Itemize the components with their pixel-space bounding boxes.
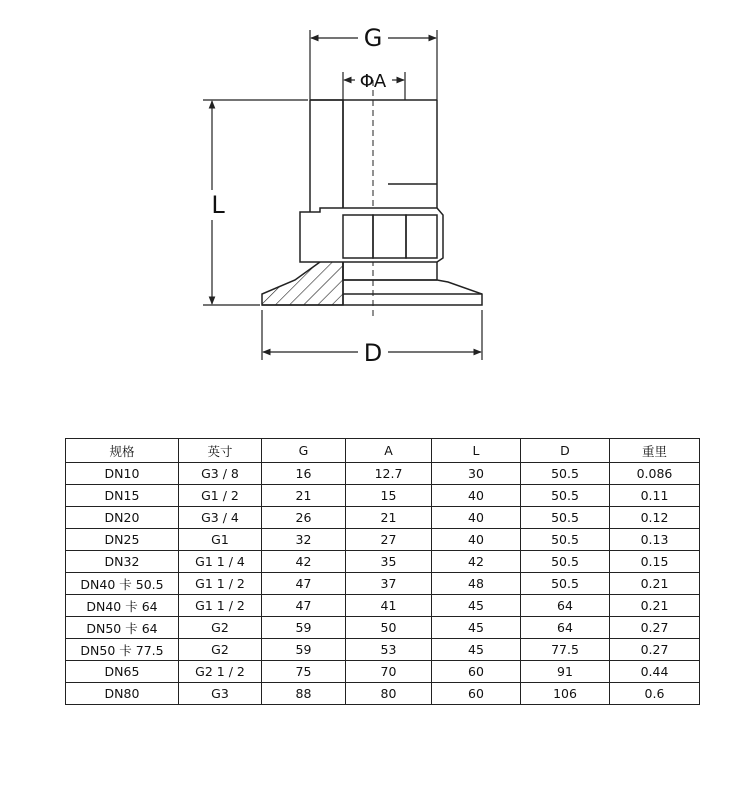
cell-g: 59	[262, 639, 346, 661]
cell-weight: 0.21	[610, 573, 700, 595]
cell-l: 42	[432, 551, 521, 573]
cell-weight: 0.21	[610, 595, 700, 617]
cell-l: 30	[432, 463, 521, 485]
cell-d: 64	[521, 595, 610, 617]
table-row	[66, 683, 700, 705]
cell-g: 32	[262, 529, 346, 551]
header-inch: 英寸	[179, 439, 262, 463]
cell-a: 80	[346, 683, 432, 705]
cell-spec: DN40 卡 64	[66, 595, 179, 617]
spec-table	[65, 438, 700, 705]
table-row	[66, 639, 700, 661]
cell-l: 45	[432, 617, 521, 639]
cell-l: 48	[432, 573, 521, 595]
table-body	[66, 463, 700, 705]
cell-weight: 0.15	[610, 551, 700, 573]
cell-inch: G1 1 / 4	[179, 551, 262, 573]
cell-a: 53	[346, 639, 432, 661]
table-row	[66, 507, 700, 529]
cell-spec: DN50 卡 77.5	[66, 639, 179, 661]
cell-d: 50.5	[521, 573, 610, 595]
cell-l: 40	[432, 529, 521, 551]
cell-spec: DN25	[66, 529, 179, 551]
cell-spec: DN40 卡 50.5	[66, 573, 179, 595]
cell-g: 21	[262, 485, 346, 507]
cell-inch: G2	[179, 639, 262, 661]
cell-a: 41	[346, 595, 432, 617]
header-l: L	[432, 439, 521, 463]
cell-weight: 0.44	[610, 661, 700, 683]
cell-weight: 0.6	[610, 683, 700, 705]
cell-inch: G1	[179, 529, 262, 551]
cell-l: 45	[432, 595, 521, 617]
cell-g: 59	[262, 617, 346, 639]
cell-inch: G1 1 / 2	[179, 573, 262, 595]
table-row	[66, 463, 700, 485]
cell-l: 60	[432, 683, 521, 705]
cell-spec: DN50 卡 64	[66, 617, 179, 639]
cell-l: 60	[432, 661, 521, 683]
cell-d: 50.5	[521, 529, 610, 551]
cell-d: 91	[521, 661, 610, 683]
cell-inch: G1 1 / 2	[179, 595, 262, 617]
table-row	[66, 551, 700, 573]
cell-l: 40	[432, 507, 521, 529]
cell-weight: 0.27	[610, 617, 700, 639]
cell-inch: G3 / 8	[179, 463, 262, 485]
cell-a: 70	[346, 661, 432, 683]
hex-nut	[300, 208, 443, 262]
cell-spec: DN32	[66, 551, 179, 573]
cell-a: 15	[346, 485, 432, 507]
cell-inch: G1 / 2	[179, 485, 262, 507]
cell-weight: 0.27	[610, 639, 700, 661]
cell-a: 21	[346, 507, 432, 529]
cell-weight: 0.11	[610, 485, 700, 507]
table-header-row	[66, 439, 700, 463]
cell-weight: 0.086	[610, 463, 700, 485]
header-g: G	[262, 439, 346, 463]
cell-weight: 0.12	[610, 507, 700, 529]
cell-g: 42	[262, 551, 346, 573]
cell-d: 50.5	[521, 485, 610, 507]
header-d: D	[521, 439, 610, 463]
cell-spec: DN10	[66, 463, 179, 485]
cell-d: 106	[521, 683, 610, 705]
cell-g: 47	[262, 595, 346, 617]
cell-g: 26	[262, 507, 346, 529]
cell-inch: G2 1 / 2	[179, 661, 262, 683]
cell-l: 45	[432, 639, 521, 661]
cell-d: 50.5	[521, 507, 610, 529]
cell-inch: G3	[179, 683, 262, 705]
cell-spec: DN65	[66, 661, 179, 683]
table-row	[66, 529, 700, 551]
dimension-label-d: D	[363, 339, 383, 367]
dimension-label-l: L	[211, 191, 225, 219]
table-row	[66, 595, 700, 617]
dimension-label-g: G	[363, 24, 383, 52]
cell-a: 12.7	[346, 463, 432, 485]
cell-g: 75	[262, 661, 346, 683]
cell-l: 40	[432, 485, 521, 507]
cell-g: 47	[262, 573, 346, 595]
cell-inch: G3 / 4	[179, 507, 262, 529]
cell-d: 77.5	[521, 639, 610, 661]
cell-spec: DN20	[66, 507, 179, 529]
cell-g: 88	[262, 683, 346, 705]
cell-d: 64	[521, 617, 610, 639]
cell-a: 35	[346, 551, 432, 573]
fitting-section	[262, 80, 482, 320]
cell-g: 16	[262, 463, 346, 485]
cell-spec: DN80	[66, 683, 179, 705]
cell-a: 37	[346, 573, 432, 595]
table-row	[66, 661, 700, 683]
cell-d: 50.5	[521, 551, 610, 573]
table-row	[66, 617, 700, 639]
cell-a: 27	[346, 529, 432, 551]
header-a: A	[346, 439, 432, 463]
table-row	[66, 485, 700, 507]
cell-inch: G2	[179, 617, 262, 639]
dimension-label-a: ΦA	[359, 71, 387, 92]
table-row	[66, 573, 700, 595]
hatched-wall	[262, 100, 343, 305]
cell-d: 50.5	[521, 463, 610, 485]
cell-spec: DN15	[66, 485, 179, 507]
cell-weight: 0.13	[610, 529, 700, 551]
header-weight: 重里	[610, 439, 700, 463]
header-spec: 规格	[66, 439, 179, 463]
cell-a: 50	[346, 617, 432, 639]
